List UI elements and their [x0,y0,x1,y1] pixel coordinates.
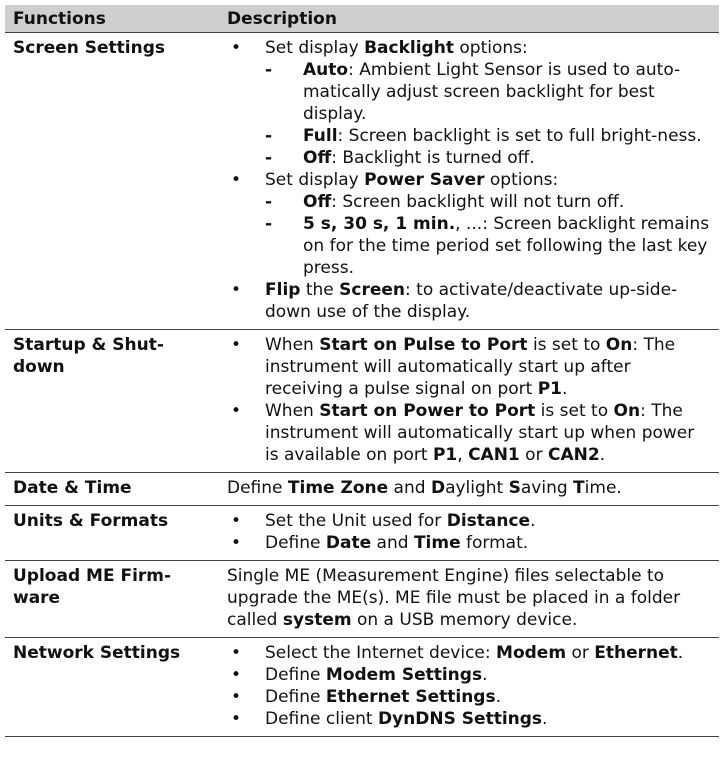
function-name: Network Settings [5,638,219,737]
list-item: - Full: Screen backlight is set to full bright-ness. [265,125,711,147]
list-item: - Auto: Ambient Light Sensor is used to auto-matically adjust screen backlight for best display. [265,59,711,125]
header-description: Description [219,5,719,33]
list-item: • When Start on Pulse to Port is set to On: The instrument will automatically start up after receiving a pulse signal on port P1. [235,334,711,400]
table-row [5,561,719,638]
function-name: Startup & Shut-down [5,330,219,473]
list-item: • Select the Internet device: Modem or Ethernet. [235,642,711,664]
function-description [219,506,719,561]
function-description: Single ME (Measurement Engine) files selectable to upgrade the ME(s). ME file must be placed in a folder called system on a USB memory device. [219,561,719,638]
function-description [219,33,719,330]
function-name: Date & Time [5,473,219,506]
list-item: - Off: Screen backlight will not turn off. [265,191,711,213]
list-item: • Define client DynDNS Settings. [235,708,711,730]
function-description: Define Time Zone and Daylight Saving Time. [219,473,719,506]
table-row [5,638,719,737]
list-item: • Set display Power Saver options: - Off: Screen backlight will not turn off. - 5 s, 30 s, 1 min., ...: Screen backlight remains on for the time period set following the last key press. [235,169,711,279]
table-row [5,506,719,561]
functions-table [5,5,719,737]
list-item: • Define Ethernet Settings. [235,686,711,708]
list-item: • Flip the Screen: to activate/deactivate up-side-down use of the display. [235,279,711,323]
table-row [5,473,719,506]
function-description [219,330,719,473]
list-item: • Set display Backlight options: - Auto: Ambient Light Sensor is used to auto-matically adjust screen backlight for best display. - Full: Screen backlight is set to full bright-ness. - Off: Backlight is turned off. [235,37,711,169]
list-item: - 5 s, 30 s, 1 min., ...: Screen backlight remains on for the time period set following the last key press. [265,213,711,279]
table-row [5,330,719,473]
list-item: • Define Date and Time format. [235,532,711,554]
function-name: Units & Formats [5,506,219,561]
header-row [5,5,719,33]
function-description [219,638,719,737]
function-name: Upload ME Firm-ware [5,561,219,638]
list-item: • Define Modem Settings. [235,664,711,686]
header-functions: Functions [5,5,219,33]
list-item: • Set the Unit used for Distance. [235,510,711,532]
list-item: - Off: Backlight is turned off. [265,147,711,169]
table-row [5,33,719,330]
list-item: • When Start on Power to Port is set to On: The instrument will automatically start up when power is available on port P1, CAN1 or CAN2. [235,400,711,466]
function-name: Screen Settings [5,33,219,330]
